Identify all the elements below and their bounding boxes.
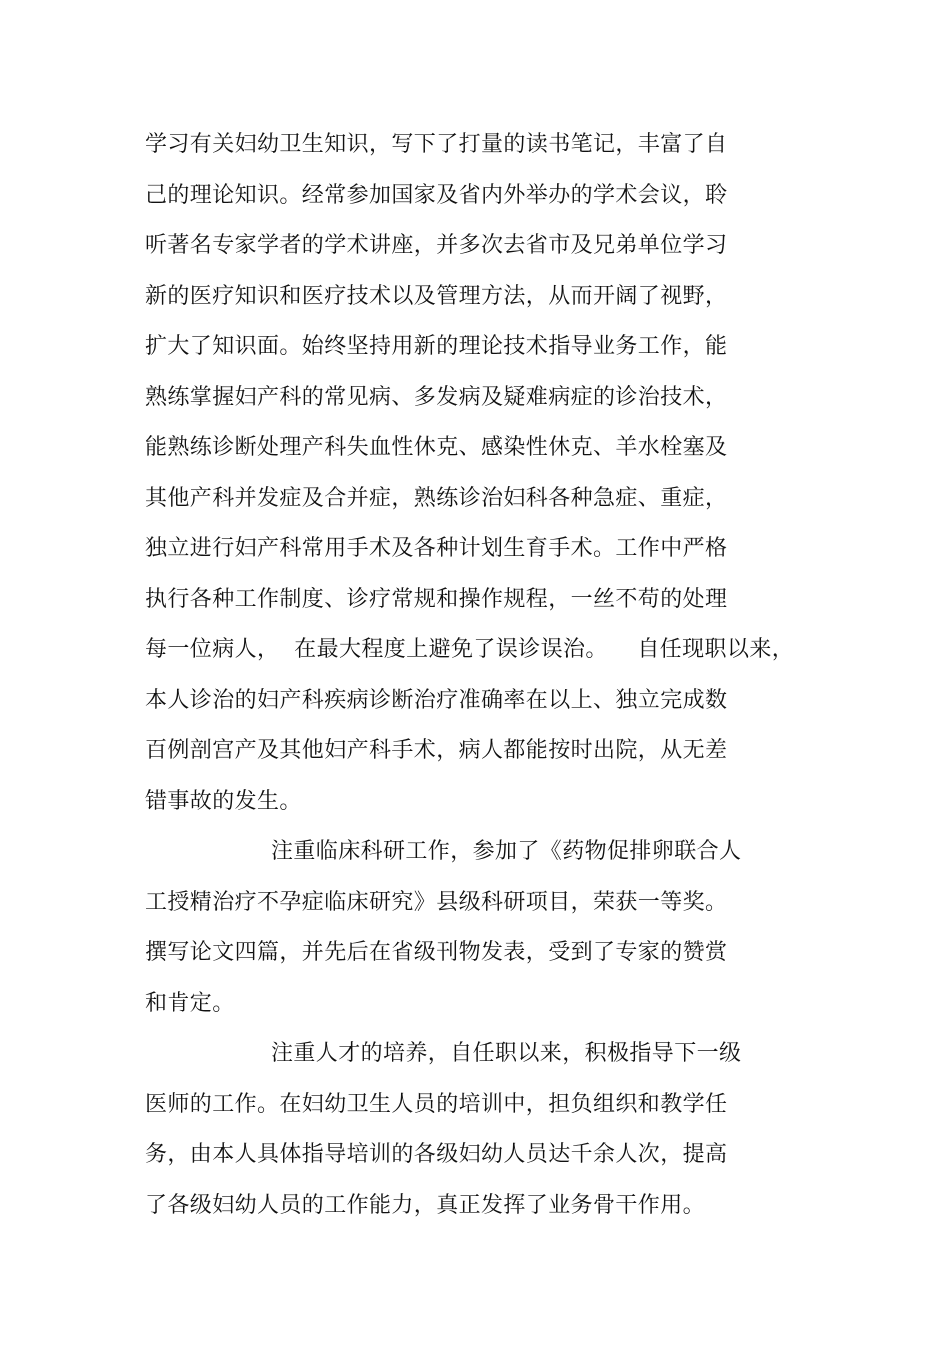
text-line: 百例剖宫产及其他妇产科手术，病人都能按时出院，从无差 bbox=[145, 738, 728, 763]
text-line: 错事故的发生。 bbox=[145, 788, 302, 814]
text-line: 能熟练诊断处理产科失血性休克、感染性休克、羊水栓塞及 bbox=[145, 435, 728, 460]
text-line: 熟练掌握妇产科的常见病、多发病及疑难病症的诊治技术， bbox=[145, 384, 728, 410]
text-line: 撰写论文四篇，并先后在省级刊物发表，受到了专家的赞赏 bbox=[145, 940, 728, 965]
text-line: 学习有关妇幼卫生知识，写下了打量的读书笔记，丰富了自 bbox=[145, 132, 728, 157]
text-line: 医师的工作。在妇幼卫生人员的培训中，担负组织和教学任 bbox=[145, 1091, 728, 1117]
text-line: 扩大了知识面。始终坚持用新的理论技术指导业务工作，能 bbox=[145, 334, 728, 359]
body-text bbox=[145, 120, 805, 1231]
text-line: 务，由本人具体指导培训的各级妇幼人员达千余人次，提高 bbox=[145, 1142, 728, 1167]
text-line: 每一位病人， 在最大程度上避免了误诊误治。 自任现职以来， bbox=[145, 637, 795, 662]
text-line: 新的医疗知识和医疗技术以及管理方法，从而开阔了视野， bbox=[145, 283, 728, 309]
text-line: 其他产科并发症及合并症，熟练诊治妇科各种急症、重症， bbox=[145, 485, 728, 511]
text-line: 听著名专家学者的学术讲座，并多次去省市及兄弟单位学习 bbox=[145, 233, 728, 258]
text-line: 己的理论知识。经常参加国家及省内外举办的学术会议，聆 bbox=[145, 182, 728, 208]
text-line: 执行各种工作制度、诊疗常规和操作规程，一丝不苟的处理 bbox=[145, 586, 728, 612]
text-line: 和肯定。 bbox=[145, 990, 235, 1016]
text-line: 本人诊治的妇产科疾病诊断治疗准确率在以上、独立完成数 bbox=[145, 687, 728, 713]
text-line: 了各级妇幼人员的工作能力，真正发挥了业务骨干作用。 bbox=[145, 1192, 706, 1218]
text-line: 工授精治疗不孕症临床研究》县级科研项目，荣获一等奖。 bbox=[145, 889, 728, 915]
text-line: 独立进行妇产科常用手术及各种计划生育手术。工作中严格 bbox=[145, 536, 728, 561]
paragraph-start-line: 注重人才的培养，自任职以来，积极指导下一级 bbox=[271, 1041, 742, 1066]
paragraph-start-line: 注重临床科研工作，参加了《药物促排卵联合人 bbox=[271, 839, 742, 864]
